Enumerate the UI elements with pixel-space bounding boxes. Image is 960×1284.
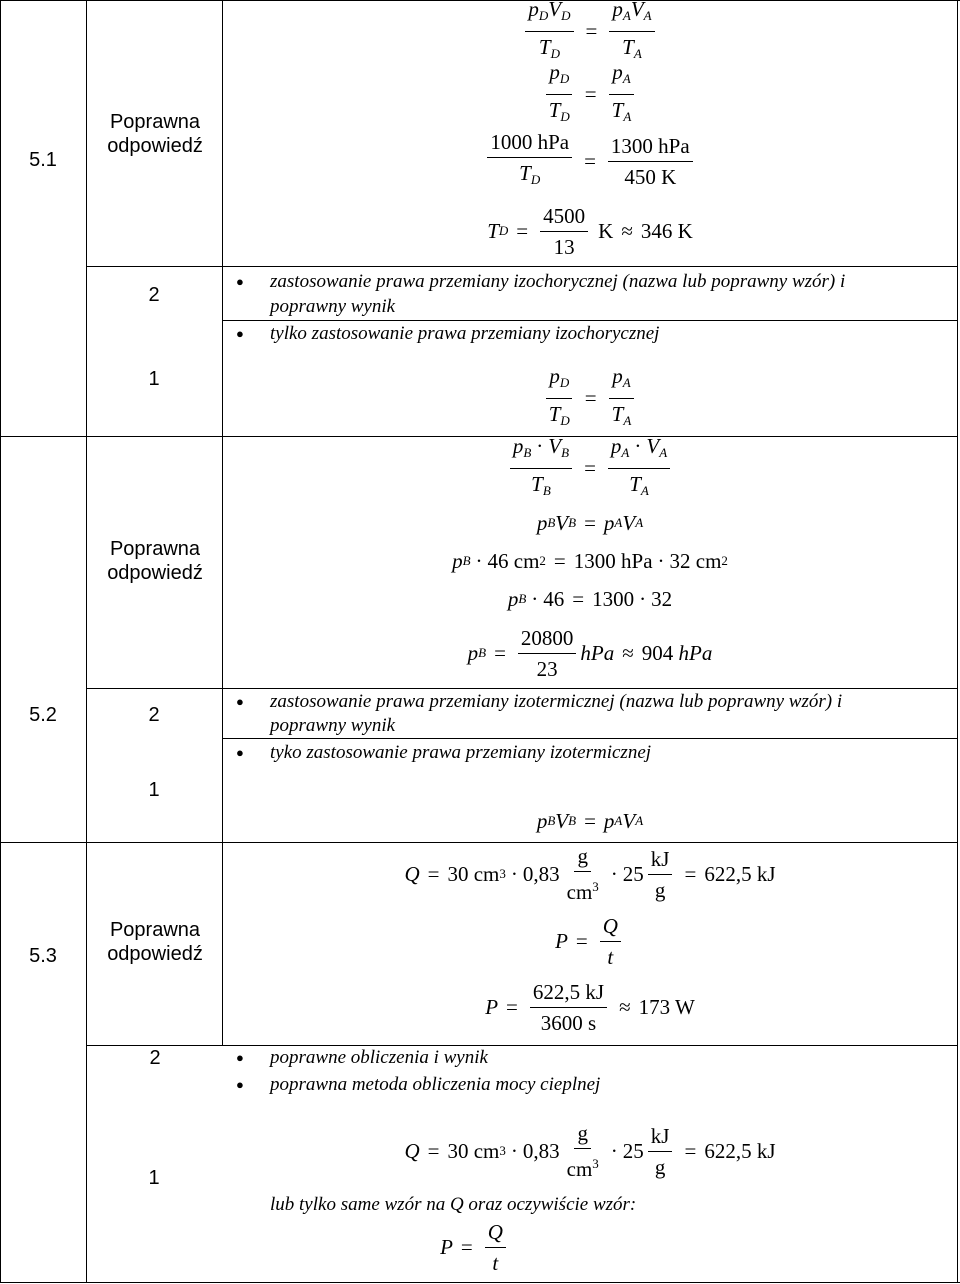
task-number-5-3: 5.3 xyxy=(29,945,57,967)
score-1-52: 1 xyxy=(148,779,160,801)
criterion-51-2-line2: poprawny wynik xyxy=(270,296,396,317)
score-1-51: 1 xyxy=(148,368,160,390)
equation-52-isothermal: p B V B = p A V A xyxy=(536,510,644,535)
criterion-52-2-line2: poprawny wynik xyxy=(270,715,396,736)
bullet: ● xyxy=(236,1050,244,1065)
score-1-53: 1 xyxy=(148,1167,160,1189)
task-number-5-2: 5.2 xyxy=(29,704,57,726)
equation-53-heat: Q = 30 cm 3 · 0,83 $\frac{g}{cm^3}$ · 25 $\frac{kJ}{g}$ = 622,5 kJ xyxy=(404,844,776,904)
equation-51-result: T D = $\frac{4500}{13}$ K ≈ 346 K xyxy=(487,203,693,259)
bullet: ● xyxy=(236,1077,244,1092)
rule-col2 xyxy=(222,0,223,1045)
equation-52-numbers: p B · 46 = 1300 · 32 xyxy=(507,586,673,611)
equation-51-combined: $\frac{p_DV_D}{T_D}$ = $\frac{p_AV_A}{T_A}$ xyxy=(230,2,950,60)
score-2-52: 2 xyxy=(148,704,160,726)
score-2-53: 2 xyxy=(149,1047,161,1069)
bullet: ● xyxy=(236,694,244,709)
criterion-52-1: tyko zastosowanie prawa przemiany izotermicznej xyxy=(270,742,652,763)
equation-52-values: p B · 46 cm 2 = 1300 hPa · 32 cm 2 xyxy=(452,548,728,573)
correct-answer-label-53: Poprawna odpowiedź xyxy=(107,919,203,965)
bullet: ● xyxy=(236,326,244,341)
equation-53-score1-heat: Q = 30 cm 3 · 0,83 $\frac{g}{cm^3}$ · 25 $\frac{kJ}{g}$ = 622,5 kJ xyxy=(404,1121,776,1181)
criterion-51-2-line1: zastosowanie prawa przemiany izochorycznej (nazwa lub poprawny wzór) i xyxy=(270,271,846,292)
rule-top xyxy=(0,0,960,1)
equation-51-values: $\frac{\text{1000 hPa}}{T_D}$ = $\frac{\text{1300 hPa}}{450 K}$ xyxy=(230,130,950,192)
score-2-51: 2 xyxy=(148,284,160,306)
rule-col1 xyxy=(86,0,87,1283)
bullet: ● xyxy=(236,274,244,289)
equation-53-score1-power: P = $\frac{Q}{t}$ xyxy=(230,1216,720,1278)
criterion-52-2-line1: zastosowanie prawa przemiany izotermicznej (nazwa lub poprawny wzór) i xyxy=(270,691,843,712)
rule-52-b xyxy=(222,738,958,739)
equation-53-power: P = $\frac{Q}{t}$ xyxy=(230,910,950,972)
rule-51-b xyxy=(222,320,958,321)
criterion-51-1: tylko zastosowanie prawa przemiany izochorycznej xyxy=(270,323,660,344)
rule-51-c xyxy=(0,436,958,437)
equation-53-result: P = $\frac{622,5 kJ}{3600 s}$ ≈ 173 W xyxy=(485,979,695,1035)
correct-answer-label-51: Poprawna odpowiedź xyxy=(107,111,203,157)
rule-51-a xyxy=(86,266,958,267)
task-number-5-1: 5.1 xyxy=(29,149,57,171)
rule-left xyxy=(0,0,1,1283)
equation-51-isochoric: $\frac{p_D}{T_D}$ = $\frac{p_A}{T_A}$ xyxy=(230,64,950,124)
criterion-53-1: poprawna metoda obliczenia mocy cieplnej xyxy=(270,1074,601,1095)
correct-answer-label-52: Poprawna odpowiedź xyxy=(107,538,203,584)
rule-bottom xyxy=(0,1282,960,1283)
rule-53-a xyxy=(86,1045,958,1046)
criterion-53-note: lub tylko same wzór na Q oraz oczywiście wzór: xyxy=(270,1194,637,1215)
rule-52-a xyxy=(86,688,958,689)
equation-51-score1: $\frac{p_D}{T_D}$ = $\frac{p_A}{T_A}$ xyxy=(230,368,950,428)
equation-52-combined: $\frac{p_B \cdot V_B}{T_B}$ = $\frac{p_A \cdot V_A}{T_A}$ xyxy=(230,438,950,498)
criterion-53-2: poprawne obliczenia i wynik xyxy=(270,1047,488,1068)
equation-52-result: p B = $\frac{20800}{23}$ hPa ≈ 904 hPa xyxy=(467,625,713,681)
equation-52-score1: p B V B = p A V A xyxy=(536,808,644,833)
bullet: ● xyxy=(236,745,244,760)
rule-right xyxy=(957,0,958,1283)
